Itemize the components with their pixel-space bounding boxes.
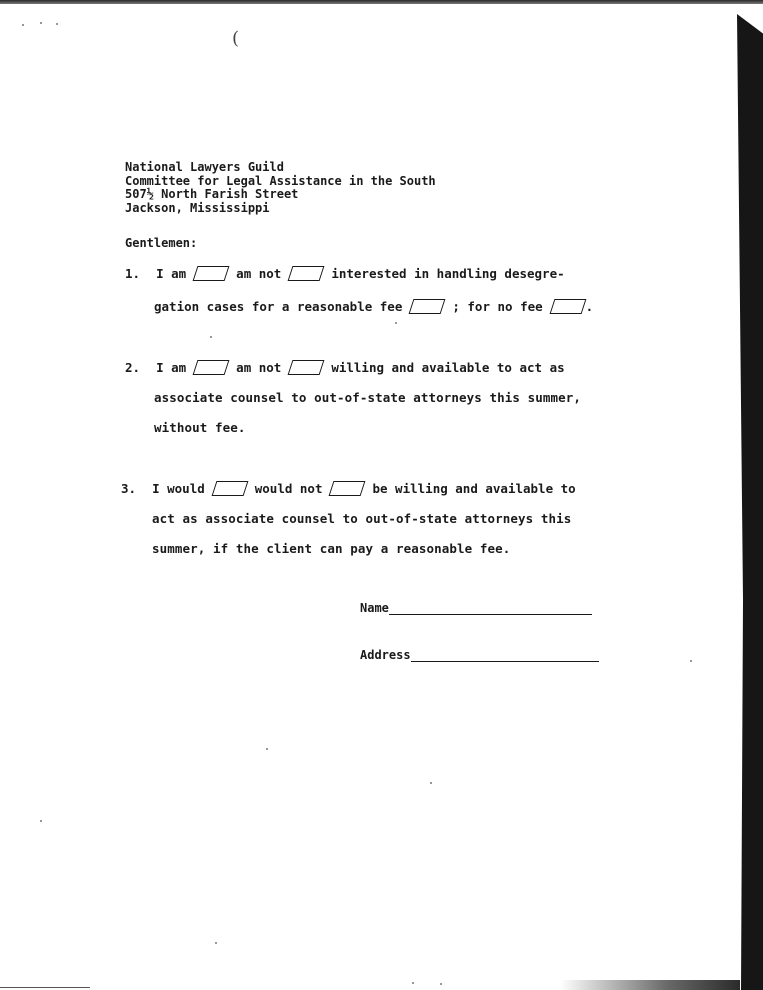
option-label: would not: [254, 481, 323, 496]
item-1-line-1: [125, 266, 565, 281]
address-line: 507½ North Farish Street: [125, 187, 299, 201]
checkbox-reasonable-fee[interactable]: [409, 299, 446, 314]
option-label: I am: [156, 266, 187, 281]
recipient-address: [125, 161, 436, 215]
item-number: 3.: [121, 481, 137, 496]
scan-speck: [430, 782, 432, 784]
scan-speck: [266, 748, 268, 750]
item-2-line-1: [125, 360, 565, 375]
checkbox-would-not[interactable]: [329, 481, 366, 496]
option-label: am not: [236, 266, 282, 281]
address-line: National Lawyers Guild: [125, 160, 284, 174]
checkbox-would[interactable]: [211, 481, 248, 496]
scan-bottom-line: [0, 987, 90, 988]
statement-text: .: [585, 299, 594, 314]
scan-speck: [56, 23, 58, 25]
checkbox-no-fee[interactable]: [549, 299, 586, 314]
scan-speck: [22, 24, 24, 26]
scan-right-edge: [737, 14, 763, 990]
salutation: Gentlemen:: [125, 236, 198, 250]
statement-text: ; for no fee: [452, 299, 543, 314]
item-3-line-1: [121, 481, 576, 496]
scan-speck: [40, 820, 42, 822]
item-number: 2.: [125, 360, 141, 375]
statement-text: interested in handling desegre-: [331, 266, 565, 281]
checkbox-am-not[interactable]: [288, 266, 325, 281]
name-line[interactable]: [389, 602, 592, 615]
scan-speck: [40, 22, 42, 24]
stray-pen-mark: (: [232, 28, 240, 49]
scan-speck: [440, 983, 442, 985]
name-label: Name: [360, 601, 389, 615]
item-1-line-2: [154, 299, 593, 314]
item-2-line-2: associate counsel to out-of-state attorneys this summer,: [154, 390, 582, 405]
statement-text: gation cases for a reasonable fee: [154, 299, 403, 314]
option-label: am not: [236, 360, 282, 375]
option-label: I would: [152, 481, 205, 496]
item-number: 1.: [125, 266, 141, 281]
checkbox-am[interactable]: [193, 360, 230, 375]
statement-text: be willing and available to: [372, 481, 576, 496]
scan-speck: [210, 336, 212, 338]
scan-speck: [690, 660, 692, 662]
checkbox-am-not[interactable]: [288, 360, 325, 375]
option-label: I am: [156, 360, 187, 375]
item-3-line-3: summer, if the client can pay a reasonable fee.: [152, 541, 511, 556]
statement-text: willing and available to act as: [331, 360, 565, 375]
item-2-line-3: without fee.: [154, 420, 246, 435]
scan-speck: [412, 982, 414, 984]
scan-speck: [215, 942, 217, 944]
scan-speck: [395, 322, 397, 324]
address-label: Address: [360, 648, 411, 662]
item-3-line-2: act as associate counsel to out-of-state attorneys this: [152, 511, 572, 526]
checkbox-am[interactable]: [193, 266, 230, 281]
address-line: Committee for Legal Assistance in the South: [125, 173, 436, 188]
address-line: Jackson, Mississippi: [125, 200, 270, 215]
scan-bottom-smudge: [560, 980, 740, 990]
scan-top-edge: [0, 0, 763, 4]
address-line-field[interactable]: [411, 649, 599, 662]
name-row: [360, 601, 592, 615]
address-row: [360, 648, 599, 662]
